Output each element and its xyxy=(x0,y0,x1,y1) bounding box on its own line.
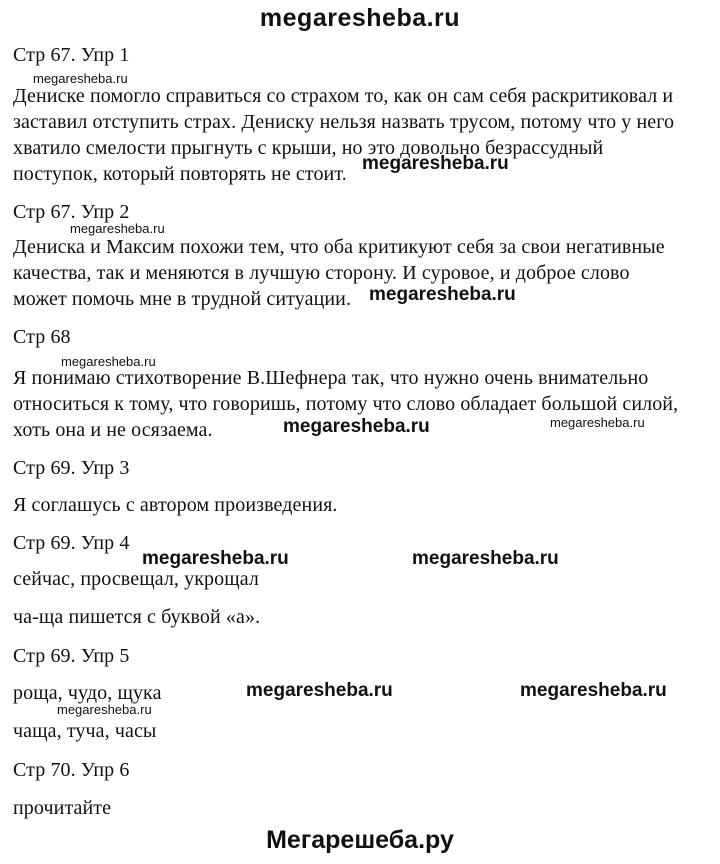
large-watermark: megaresheba.ru xyxy=(142,548,289,569)
header-watermark: megaresheba.ru xyxy=(259,4,461,32)
text-line: Я понимаю стихотворение В.Шефнера так, что нужно очень внимательно xyxy=(13,367,649,389)
large-watermark: megaresheba.ru xyxy=(369,284,516,305)
large-watermark: megaresheba.ru xyxy=(246,680,393,701)
section-heading: Стр 70. Упр 6 xyxy=(13,759,130,781)
small-watermark: megaresheba.ru xyxy=(61,354,156,369)
large-watermark: megaresheba.ru xyxy=(412,548,559,569)
small-watermark: megaresheba.ru xyxy=(70,221,165,236)
large-watermark: megaresheba.ru xyxy=(520,680,667,701)
large-watermark: megaresheba.ru xyxy=(362,153,509,174)
text-line: роща, чудо, щука xyxy=(13,682,162,704)
section-heading: Стр 68 xyxy=(13,326,71,348)
text-line: поступок, который повторять не стоит. xyxy=(13,163,347,185)
text-line: сейчас, просвещал, укрощал xyxy=(13,568,259,590)
section-heading: Стр 69. Упр 3 xyxy=(13,457,130,479)
small-watermark: megaresheba.ru xyxy=(33,71,128,86)
text-line: относиться к тому, что говоришь, потому что слово обладает большой силой, xyxy=(13,393,679,415)
text-line: прочитайте xyxy=(13,797,112,819)
text-line: хоть она и не осязаема. xyxy=(13,419,213,441)
text-line: может помочь мне в трудной ситуации. xyxy=(13,288,352,310)
small-watermark: megaresheba.ru xyxy=(550,415,645,430)
text-line: чаща, туча, часы xyxy=(13,720,157,742)
section-heading: Стр 67. Упр 2 xyxy=(13,201,130,223)
footer-watermark: Мегарешеба.ру xyxy=(266,826,454,854)
text-line: хватило смелости прыгнуть с крыши, но это довольно безрассудный xyxy=(13,137,604,159)
text-line: заставил отступить страх. Дениску нельзя назвать трусом, потому что у него xyxy=(13,111,675,133)
text-line: ча-ща пишется с буквой «а». xyxy=(13,606,261,628)
large-watermark: megaresheba.ru xyxy=(283,416,430,437)
section-heading: Стр 67. Упр 1 xyxy=(13,44,130,66)
small-watermark: megaresheba.ru xyxy=(57,702,152,717)
text-line: качества, так и меняются в лучшую сторону. И суровое, и доброе слово xyxy=(13,262,630,284)
section-heading: Стр 69. Упр 4 xyxy=(13,532,130,554)
section-heading: Стр 69. Упр 5 xyxy=(13,645,130,667)
text-line: Дениска и Максим похожи тем, что оба критикуют себя за свои негативные xyxy=(13,236,665,258)
text-line: Дениске помогло справиться со страхом то, как он сам себя раскритиковал и xyxy=(13,85,674,107)
text-line: Я соглашусь с автором произведения. xyxy=(13,494,338,516)
